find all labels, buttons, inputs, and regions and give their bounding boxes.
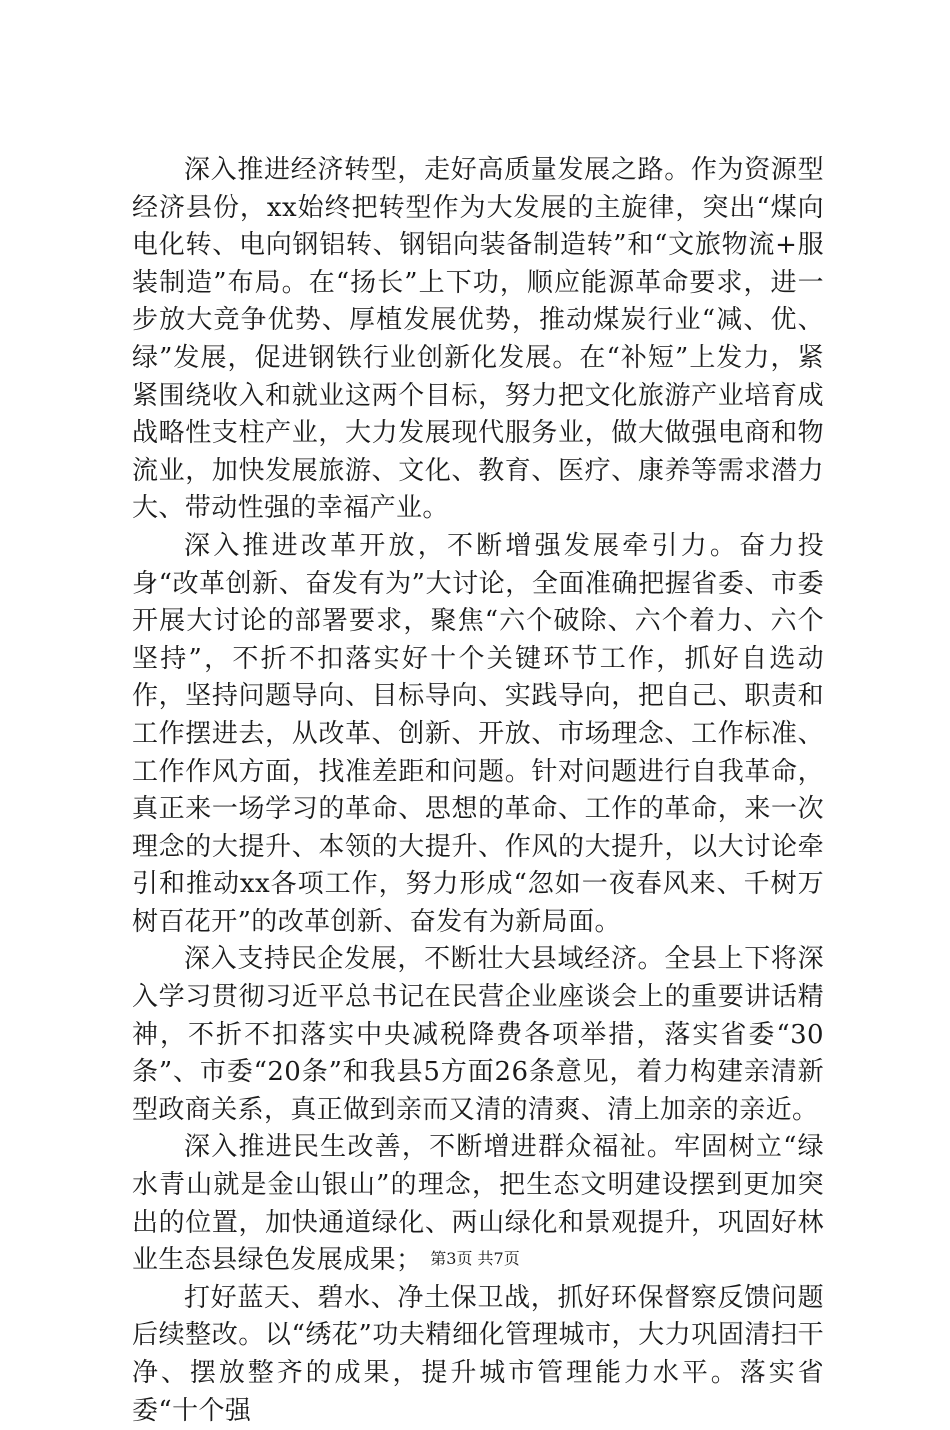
- paragraph-environment: 打好蓝天、碧水、净土保卫战，抓好环保督察反馈问题后续整改。以“绣花”功夫精细化管理城市，大力巩固清扫干净、摆放整齐的成果，提升城市管理能力水平。落实省委“十个强: [132, 1282, 824, 1426]
- paragraph-reform-opening: 深入推进改革开放，不断增强发展牵引力。奋力投身“改革创新、奋发有为”大讨论，全面准确把握省委、市委开展大讨论的部署要求，聚焦“六个破除、六个着力、六个坚持”，不折不扣落实好十个关键环节工作，抓好自选动作，坚持问题导向、目标导向、实践导向，把自己、职责和工作摆进去，从改革、创新、开放、市场理念、工作标准、工作作风方面，找准差距和问题。针对问题进行自我革命，真正来一场学习的革命、思想的革命、工作的革命，来一次理念的大提升、本领的大提升、作风的大提升，以大讨论牵引和推动xx各项工作，努力形成“忽如一夜春风来、千树万树百花开”的改革创新、奋发有为新局面。: [132, 530, 824, 937]
- paragraph-economic-transformation: 深入推进经济转型，走好高质量发展之路。作为资源型经济县份，xx始终把转型作为大发展的主旋律，突出“煤向电化转、电向钢铝转、钢铝向装备制造转”和“文旅物流+服装制造”布局。在“扬长”上下功，顺应能源革命要求，进一步放大竞争优势、厚植发展优势，推动煤炭行业“减、优、绿”发展，促进钢铁行业创新化发展。在“补短”上发力，紧紧围绕收入和就业这两个目标，努力把文化旅游产业培育成战略性支柱产业，大力发展现代服务业，做大做强电商和物流业，加快发展旅游、文化、教育、医疗、康养等需求潜力大、带动性强的幸福产业。: [132, 155, 824, 524]
- page-number-footer: 第3页 共7页: [430, 1249, 520, 1268]
- document-body: [132, 152, 824, 1430]
- paragraph-livelihood: 深入推进民生改善，不断增进群众福祉。牢固树立“绿水青山就是金山银山”的理念，把生态文明建设摆到更加突出的位置，加快通道绿化、两山绿化和景观提升，巩固好林业生态县绿色发展成果；: [132, 1132, 824, 1276]
- paragraph-private-enterprise: 深入支持民企发展，不断壮大县域经济。全县上下将深入学习贯彻习近平总书记在民营企业座谈会上的重要讲话精神，不折不扣落实中央减税降费各项举措，落实省委“30条”、市委“20条”和我县5方面26条意见，着力构建亲清新型政商关系，真正做到亲而又清的清爽、清上加亲的亲近。: [132, 944, 824, 1125]
